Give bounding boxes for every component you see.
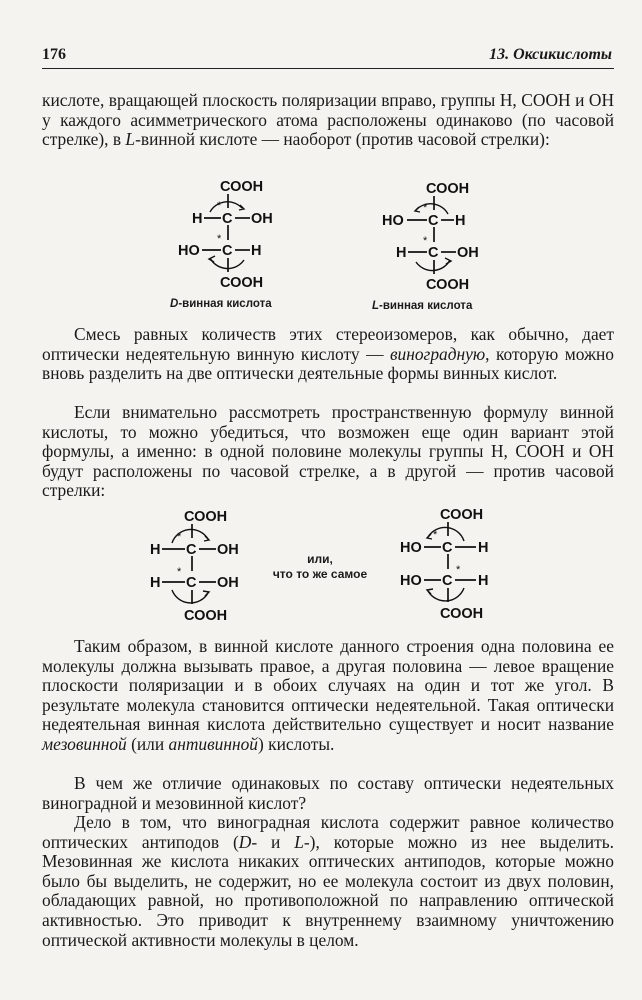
figure-d-tartaric-acid [170,172,290,297]
d-c2: С [222,243,233,259]
l-c1-h: Н [455,213,466,229]
meso-left-c1-h: Н [150,542,161,558]
l-c1: С [428,213,439,229]
paragraph-6-l-letter: L [294,831,304,852]
equivalence-note [255,552,385,582]
d-c1: С [222,211,233,227]
d-c2-ho: НО [178,243,200,259]
d-c1-h: Н [192,211,203,227]
paragraph-1-text-b: -винной кислоте — наоборот (против часовой стрелки): [135,129,550,150]
paragraph-2 [42,325,614,384]
meso-left-c2-h: Н [150,575,161,591]
equivalence-note-line1: или, [307,552,333,566]
meso-left-c1-star: * [177,531,182,543]
meso-right-c2-ho: НО [400,573,422,589]
paragraph-5: В чем же отличие одинаковых по составу оптически недеятельных виноградной и мезовинной кислот? [42,773,614,813]
paragraph-6-text-c: -), которые можно из нее выделить. Мезовинная же кислота никаких оптических антиподов, которые можно было бы выделить, не содержит, но ее молекула состоит из двух половин, обладающих равной, но противоположной по направлению оптической активностью. Это приводит к внутреннему взаимному уничтожению оптической активности молекулы в целом. [42,831,614,950]
paragraph-4-text-b: (или [126,733,169,754]
meso-right-c1-star: * [433,529,438,541]
meso-right-c2-star: * [456,564,461,576]
l-c2: С [428,245,439,261]
paragraph-6-text-b: - и [251,831,295,852]
d-caption [170,298,272,310]
l-c2-oh: ОН [457,245,479,261]
meso-left-bottom-cooh: СООН [184,608,228,624]
meso-left-c1-oh: ОН [217,542,239,558]
page-number: 176 [42,46,66,63]
figure-l-tartaric-acid [378,174,498,299]
figure-meso-left [148,503,268,633]
d-top-cooh: СООН [220,179,264,195]
d-bottom-cooh: СООН [220,275,264,291]
meso-right-c1-ho: НО [400,540,422,556]
paragraph-4-emphasis-2: антивинной [168,733,258,754]
meso-right-c1: С [442,540,453,556]
d-c2-h: Н [251,243,262,259]
paragraph-3: Если внимательно рассмотреть пространственную формулу винной кислоты, то можно убедиться, что возможен еще один вариант этой формулы, а именно: в одной половине молекулы группы Н, СООН и ОН будут расположены по часовой стрелке, а в другой — против часовой стрелки: [42,402,614,501]
d-c1-star: * [217,200,222,212]
d-caption-text: -винная кислота [178,298,272,310]
d-c1-oh: ОН [251,211,273,227]
equivalence-note-line2: что то же самое [272,567,368,581]
meso-right-c2: С [442,573,453,589]
paragraph-1-text-a: кислоте, вращающей плоскость поляризации вправо, группы Н, СООН и ОН у каждого асимметрического атома расположены одинаково (по часовой стрелке), в [42,90,614,150]
d-caption-letter: D [170,298,179,310]
l-caption [372,300,472,312]
meso-right-bottom-cooh: СООН [440,606,484,622]
meso-right-c1-h: Н [478,540,489,556]
meso-left-c2-star: * [177,566,182,578]
paragraph-4-emphasis-1: мезовинной [42,733,127,754]
paragraph-2-emphasis: виноградную [389,343,486,364]
meso-left-c2-oh: ОН [217,575,239,591]
l-bottom-cooh: СООН [426,277,470,293]
paragraph-4-text-c: ) кислоты. [257,733,335,754]
paragraph-6-d-letter: D [238,831,252,852]
paragraph-4 [42,637,614,755]
l-c1-ho: НО [382,213,404,229]
paragraph-6-text-a: Дело в том, что виноградная кислота содержит равное количество оптических антиподов ( [42,812,614,852]
chapter-title: 13. Оксикислоты [489,46,612,63]
paragraph-2-text-a: Смесь равных количеств этих стереоизомеров, как обычно, дает оптически недеятельную винную кислоту — [42,324,614,364]
paragraph-4-text-a: Таким образом, в винной кислоте данного строения одна половина ее молекулы должна вызывать правое, а другая половина — левое вращение плоскости поляризации и в обоих случаях на один и тот же угол. В результате молекула становится оптически недеятельной. Такая оптически недеятельная винная кислота действительно существует и носит название [42,636,614,735]
paragraph-1-l-letter: L [125,129,136,150]
meso-right-top-cooh: СООН [440,507,484,523]
l-c2-star: * [423,235,428,247]
meso-right-c2-h: Н [478,573,489,589]
l-caption-text: -винная кислота [379,300,473,312]
meso-left-c1: С [186,542,197,558]
running-head [42,44,614,69]
l-c2-h: Н [396,245,407,261]
meso-left-c2: С [186,575,197,591]
l-top-cooh: СООН [426,181,470,197]
l-caption-letter: L [372,300,380,312]
paragraph-2-text-b: , которую можно вновь разделить на две оптически деятельные формы винных кислот. [42,343,615,384]
figure-meso-right [398,501,518,631]
d-c2-star: * [217,233,222,245]
paragraph-6 [42,813,614,950]
l-c1-star: * [423,202,428,214]
paragraph-1 [42,91,614,150]
meso-left-top-cooh: СООН [184,509,228,525]
